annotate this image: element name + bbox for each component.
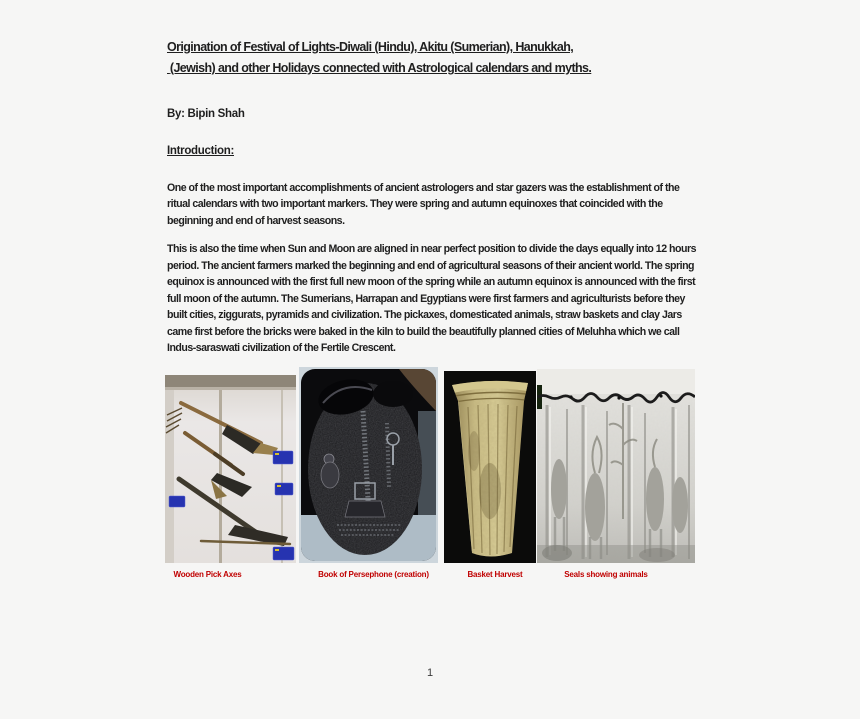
- paragraph-2: This is also the time when Sun and Moon are aligned in near perfect position to divide the days equally into 12 hours period. The ancient farmers marked the beginning and end of agricultural seasons of their ancient world. The spring equinox is announced with the first full new moon of the spring while an autumn equinox is announced with the first full moon of the autumn. The Sumerians, Harrapan and Egyptians were first farmers and agriculturists before they built cities, ziggurats, pyramids and civilization. The pickaxes, domesticated animals, straw baskets and clay Jars came first before the bricks were baked in the kiln to build the beautifully planned cities of Meluhha which we call Indus-saraswati civilization of the Fertile Crescent.: [167, 243, 696, 355]
- paragraph-1: One of the most important accomplishments of ancient astrologers and star gazers was the establishment of the ritual calendars with two important markers. They were spring and autumn equinoxes that coincided with the beginning and end of harvest seasons.: [167, 182, 680, 227]
- document-title: [167, 37, 697, 79]
- figure-caption: Basket Harvest: [467, 570, 523, 580]
- document-content: [167, 0, 697, 580]
- figure-caption: Book of Persephone (creation): [318, 570, 429, 580]
- figures-row: [165, 367, 697, 580]
- page-number: 1: [426, 667, 434, 679]
- basket-harvest-image: [444, 371, 536, 563]
- seals-showing-animals-image: [537, 369, 695, 563]
- section-heading-introduction: Introduction:: [167, 145, 234, 157]
- title-line-2: (Jewish) and other Holidays connected with Astrological calendars and myths.: [167, 61, 592, 75]
- figure-wooden-pick-axes: [165, 375, 296, 580]
- figure-caption: Seals showing animals: [564, 570, 648, 580]
- byline: By: Bipin Shah: [167, 108, 245, 120]
- figure-book-of-persephone: [299, 367, 438, 580]
- figure-caption: Wooden Pick Axes: [173, 570, 242, 580]
- book-of-persephone-image: [299, 367, 438, 563]
- figure-basket-harvest: [444, 371, 536, 580]
- title-line-1: Origination of Festival of Lights-Diwali (Hindu), Akitu (Sumerian), Hanukkah,: [167, 40, 574, 54]
- figure-seals-showing-animals: [537, 369, 695, 580]
- wooden-pick-axes-image: [165, 375, 296, 563]
